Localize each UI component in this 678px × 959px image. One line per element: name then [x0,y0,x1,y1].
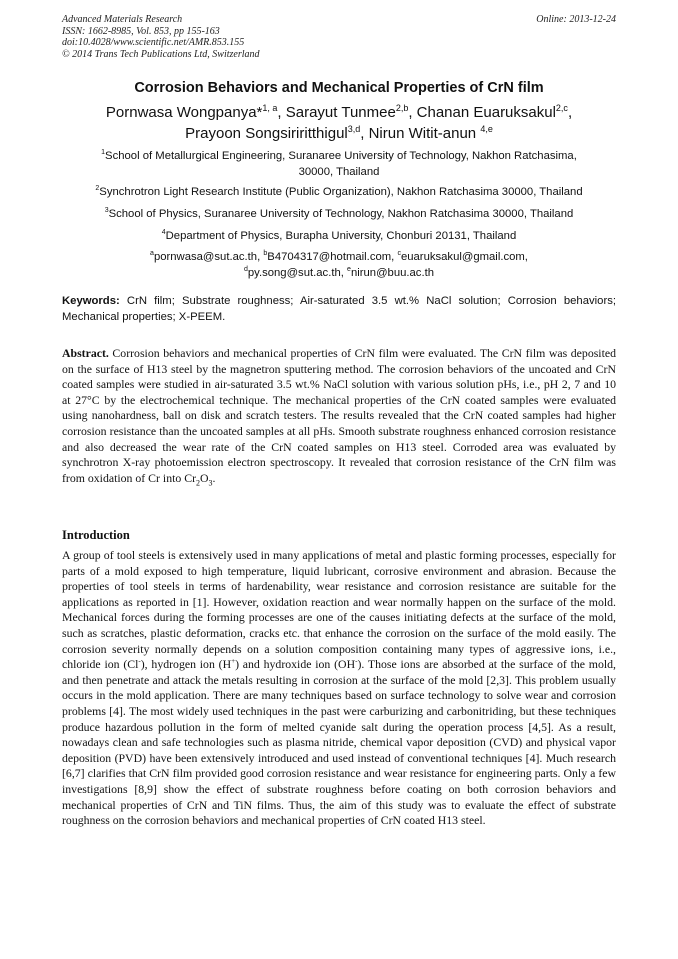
abstract-end: . [212,470,216,485]
affiliation-text: Department of Physics, Burapha University, Chonburi 20131, Thailand [165,230,517,242]
email-link[interactable]: pornwasa@sut.ac.th, [153,251,264,263]
email-link[interactable]: py.song@sut.ac.th, [247,267,348,279]
affiliation-4 [62,228,616,244]
journal-header [62,14,260,60]
ion-sup: - [355,657,358,666]
email-link[interactable]: euaruksakul@gmail.com, [400,251,528,263]
copyright-line: © 2014 Trans Tech Publications Ltd, Switzerland [62,48,260,60]
email-link[interactable]: nirun@buu.ac.th [350,267,435,279]
issn-line: ISSN: 1662-8985, Vol. 853, pp 155-163 [62,25,220,37]
abstract-label: Abstract. [62,346,109,360]
author-name: Pornwasa Wongpanya* [105,104,263,121]
author-name: Prayoon Songsiriritthigul [185,125,348,142]
formula-sub: 2 [196,478,201,488]
keywords [62,294,616,325]
intro-text: ). Those ions are absorbed at the surface of the mold, and then penetrate and attack the metals resulting in corrosion at the surface of the mold [2,3]. This problem usually occurs in the mold application. There are many techniques based on surface technology to solve wear and corrosion problems [4]. The most widely used techniques in the past were carburizing and carbonitriding, but these techniques produce hazardous pollution in the form of melted cyanide salt during the operation process [4,5]. As a result, nowadays clean and safe technologies such as plasma nitride, chemical vapor deposition (CVD) and physical vapor deposition (PVD) have been extensively introduced and used instead of conventional techniques [4]. Much research [6,7] clarifies that CrN film provided good corrosion resistance and wear resistance for engineering parts. Only a few investigations [8,9] show the effect of substrate roughness before coating on both corrosion behaviors and mechanical properties of CrN and TiN films. Thus, the aim of this study was to evaluate the effect of substrate roughness on the corrosion behaviors and mechanical properties of CrN coated H13 steel. [62,657,616,828]
affiliation-1 [62,148,616,180]
formula-part: O [200,470,209,485]
affiliation-3 [62,206,616,222]
abstract-text: Corrosion behaviors and mechanical properties of CrN film were evaluated. The CrN film was deposited on the surface of H13 steel by the magnetron sputtering method. The corrosion behaviors of the uncoated and CrN coated samples were studied in air-saturated 3.5 wt.% NaCl solution with various solution pHs, i.e., pH 2, 7 and 10 at 27°C by the electrochemical technique. The mechanical properties of the CrN coated samples were evaluated using nanohardness, ball on disk and scratch testers. The results revealed that the CrN coated samples had higher corrosion resistance than the uncoated samples at all pHs. Smooth substrate roughness enhanced corrosion resistance and also decreased the wear rate of the CrN coated samples on H13 steel. Corroded area was evaluated by synchrotron X-ray photoemission electron spectroscopy. It revealed that corrosion resistance of the CrN film was from oxidation of Cr into Cr [62,346,616,485]
email-sup: e [347,266,351,274]
affiliation-sup: 2 [95,185,100,193]
author-sup: 3,d [347,124,361,134]
intro-text: ) and hydroxide ion (OH [235,657,356,672]
journal-name: Advanced Materials Research [62,14,183,25]
email-sup: c [397,250,401,258]
doi-line: doi:10.4028/www.scientific.net/AMR.853.155 [62,37,245,48]
intro-text: A group of tool steels is extensively used in many applications of metal and plastic forming processes, especially for parts of a mold exposed to high temperature, liquid lubricant, corrosive environment and abrasion. Because the properties of tool steels in terms of hardenability, wear resistance and corrosion resistance are suitable for the applications as reported in [1]. However, oxidation reaction and wear normally happen on the surface of the mold. Mechanical forces during the forming processes are one of the causes initiating defects at the surface of the mold, such as scratches, plastic deformation, cracks etc. that enhance the corrosion on the surface of the mold easily. The corrosion severity normally depends on a solution composition containing many types of aggressive ions, i.e., chloride ion (Cl [62,548,616,672]
author-sup: 4,e [480,124,493,134]
author-emails [62,249,616,281]
email-sup: b [263,250,268,258]
introduction-body [62,548,616,829]
paper-title: Corrosion Behaviors and Mechanical Properties of CrN film [134,80,544,96]
affiliation-text: School of Physics, Suranaree University of Technology, Nakhon Ratchasima 30000, Thailand [108,208,574,220]
ion-sup: - [138,657,141,666]
section-heading-introduction: Introduction [62,528,130,542]
author-name: , Chanan Euaruksakul [408,104,556,121]
email-sup: d [243,266,248,274]
affiliation-text: School of Metallurgical Engineering, Suranaree University of Technology, Nakhon Ratchasima, [105,150,577,162]
ion-sup: + [231,657,236,666]
affiliation-text: 30000, Thailand [298,166,380,178]
affiliation-text: Synchrotron Light Research Institute (Public Organization), Nakhon Ratchasima 30000, Thailand [99,186,583,198]
author-sup: 2,b [395,103,409,113]
affiliation-sup: 4 [161,229,166,237]
online-date: Online: 2013-12-24 [536,14,616,25]
author-list [62,102,616,144]
intro-text: ), hydrogen ion (H [140,657,232,672]
abstract [62,346,616,486]
affiliation-sup: 3 [104,207,109,215]
author-name: , Nirun Witit-anun [360,125,481,142]
author-sup: 1, a [262,103,278,113]
keywords-label: Keywords: [62,295,120,307]
author-sep: , [567,104,573,121]
affiliation-sup: 1 [101,149,106,157]
author-sup: 2,c [555,103,568,113]
email-link[interactable]: B4704317@hotmail.com, [267,251,398,263]
keywords-text: CrN film; Substrate roughness; Air-saturated 3.5 wt.% NaCl solution; Corrosion behaviors; Mechanical properties; X-PEEM. [62,295,616,323]
formula-sub: 3 [208,478,213,488]
email-sup: a [150,250,154,258]
affiliation-2 [62,184,616,200]
author-name: , Sarayut Tunmee [277,104,396,121]
